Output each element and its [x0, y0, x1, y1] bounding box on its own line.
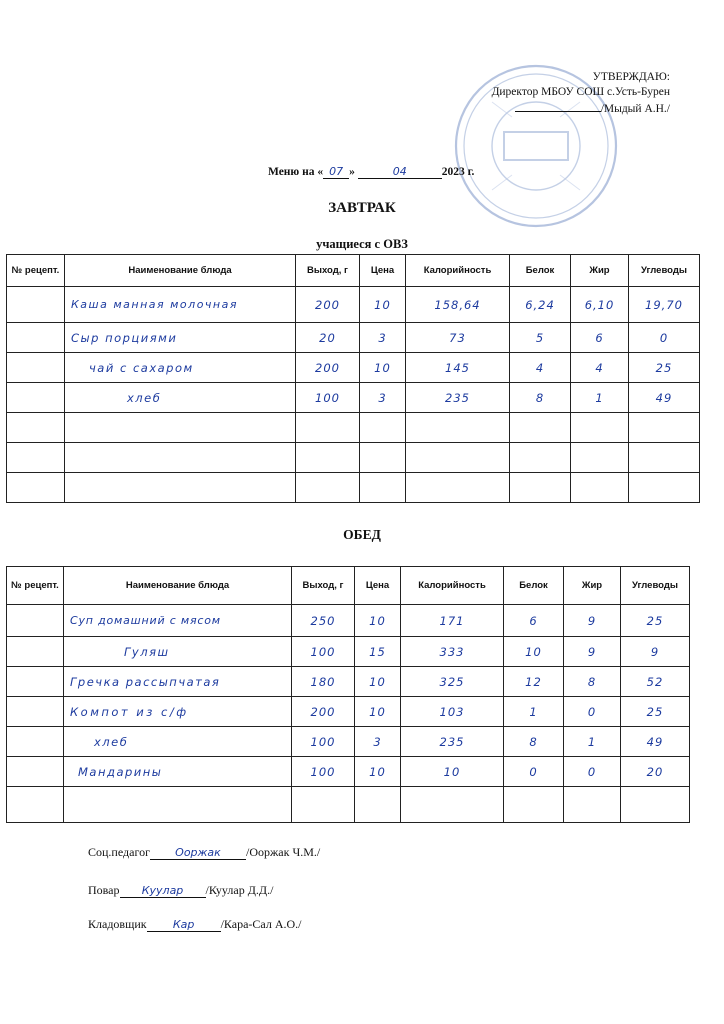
- carbs-cell: 25: [629, 353, 700, 383]
- signature-role: Повар: [88, 883, 120, 897]
- protein-cell: 4: [510, 353, 571, 383]
- table-row: [7, 605, 690, 637]
- dish-cell: [64, 787, 292, 823]
- price-cell: 3: [360, 323, 406, 353]
- lunch-header-row: [7, 567, 690, 605]
- fat-cell: [564, 787, 621, 823]
- dish-cell: [65, 413, 296, 443]
- protein-cell: 0: [504, 757, 564, 787]
- carbs-cell: 49: [629, 383, 700, 413]
- fat-cell: 6,10: [571, 287, 629, 323]
- carbs-cell: 49: [621, 727, 690, 757]
- recipe-cell: [7, 443, 65, 473]
- output-cell: [296, 413, 360, 443]
- approval-block: [440, 70, 670, 117]
- header-dish: Наименование блюда: [65, 255, 296, 287]
- approval-name: /Мыдый А.Н./: [600, 103, 670, 115]
- protein-cell: 10: [504, 637, 564, 667]
- recipe-cell: [7, 787, 64, 823]
- price-cell: [360, 443, 406, 473]
- calories-cell: 158,64: [406, 287, 510, 323]
- dish-cell: Компот из с/ф: [64, 697, 292, 727]
- dish-cell: Гуляш: [64, 637, 292, 667]
- lunch-title: ОБЕД: [343, 527, 381, 542]
- fat-cell: 4: [571, 353, 629, 383]
- carbs-cell: 19,70: [629, 287, 700, 323]
- calories-cell: 325: [401, 667, 504, 697]
- output-cell: [292, 787, 355, 823]
- menu-date-month: 04: [358, 166, 442, 179]
- fat-cell: [571, 473, 629, 503]
- price-cell: [360, 413, 406, 443]
- header-recipe: № рецепт.: [7, 255, 65, 287]
- output-cell: 100: [292, 727, 355, 757]
- header-output: Выход, г: [296, 255, 360, 287]
- header-price: Цена: [360, 255, 406, 287]
- signature-social-pedagogue: [88, 845, 320, 860]
- dish-cell: Сыр порциями: [65, 323, 296, 353]
- dish-cell: Гречка рассыпчатая: [64, 667, 292, 697]
- dish-cell: хлеб: [64, 727, 292, 757]
- recipe-cell: [7, 383, 65, 413]
- fat-cell: 9: [564, 637, 621, 667]
- fat-cell: [571, 413, 629, 443]
- output-cell: 200: [296, 353, 360, 383]
- dish-cell: чай с сахаром: [65, 353, 296, 383]
- carbs-cell: [629, 443, 700, 473]
- price-cell: [355, 787, 401, 823]
- calories-cell: 10: [401, 757, 504, 787]
- calories-cell: 171: [401, 605, 504, 637]
- dish-cell: Мандарины: [64, 757, 292, 787]
- carbs-cell: 20: [621, 757, 690, 787]
- dish-cell: [65, 473, 296, 503]
- carbs-cell: [629, 473, 700, 503]
- header-carbs: Углеводы: [621, 567, 690, 605]
- carbs-cell: 52: [621, 667, 690, 697]
- price-cell: 10: [355, 667, 401, 697]
- output-cell: 250: [292, 605, 355, 637]
- carbs-cell: 25: [621, 697, 690, 727]
- protein-cell: [510, 413, 571, 443]
- price-cell: 10: [355, 757, 401, 787]
- table-row: [7, 413, 700, 443]
- protein-cell: 8: [504, 727, 564, 757]
- header-dish: Наименование блюда: [64, 567, 292, 605]
- signature-name: /Куулар Д.Д./: [205, 883, 274, 897]
- output-cell: [296, 473, 360, 503]
- table-row: [7, 757, 690, 787]
- table-row: [7, 287, 700, 323]
- breakfast-title: ЗАВТРАК: [328, 200, 396, 216]
- carbs-cell: [629, 413, 700, 443]
- carbs-cell: 25: [621, 605, 690, 637]
- fat-cell: 8: [564, 667, 621, 697]
- lunch-table: [6, 566, 690, 823]
- breakfast-header-row: [7, 255, 700, 287]
- output-cell: 180: [292, 667, 355, 697]
- calories-cell: [406, 413, 510, 443]
- table-row: [7, 667, 690, 697]
- header-fat: Жир: [571, 255, 629, 287]
- recipe-cell: [7, 697, 64, 727]
- handwritten-signature: Куулар: [120, 884, 206, 898]
- price-cell: 15: [355, 637, 401, 667]
- protein-cell: 8: [510, 383, 571, 413]
- signature-storekeeper: [88, 917, 302, 932]
- header-output: Выход, г: [292, 567, 355, 605]
- calories-cell: 103: [401, 697, 504, 727]
- price-cell: 10: [360, 353, 406, 383]
- recipe-cell: [7, 353, 65, 383]
- protein-cell: [504, 787, 564, 823]
- calories-cell: 235: [406, 383, 510, 413]
- price-cell: 10: [355, 697, 401, 727]
- output-cell: 100: [292, 757, 355, 787]
- menu-date-prefix: Меню на «: [268, 166, 324, 178]
- header-protein: Белок: [504, 567, 564, 605]
- calories-cell: 333: [401, 637, 504, 667]
- fat-cell: 0: [564, 697, 621, 727]
- calories-cell: 145: [406, 353, 510, 383]
- output-cell: 200: [296, 287, 360, 323]
- protein-cell: 6,24: [510, 287, 571, 323]
- price-cell: 3: [355, 727, 401, 757]
- breakfast-subtitle: учащиеся с ОВЗ: [316, 237, 408, 251]
- handwritten-signature: Ооржак: [150, 846, 246, 860]
- signature-name: /Кара-Сал А.О./: [220, 917, 302, 931]
- fat-cell: 0: [564, 757, 621, 787]
- header-calories: Калорийность: [406, 255, 510, 287]
- price-cell: 10: [355, 605, 401, 637]
- menu-date-line: [268, 166, 474, 179]
- approval-position: Директор МБОУ СОШ с.Усть-Бурен: [491, 86, 670, 98]
- calories-cell: [401, 787, 504, 823]
- fat-cell: 1: [564, 727, 621, 757]
- header-protein: Белок: [510, 255, 571, 287]
- recipe-cell: [7, 287, 65, 323]
- header-recipe: № рецепт.: [7, 567, 64, 605]
- price-cell: 3: [360, 383, 406, 413]
- header-price: Цена: [355, 567, 401, 605]
- fat-cell: [571, 443, 629, 473]
- calories-cell: [406, 473, 510, 503]
- dish-cell: [65, 443, 296, 473]
- table-row: [7, 787, 690, 823]
- signature-name: /Ооржак Ч.М./: [246, 845, 321, 859]
- menu-date-day: 07: [323, 166, 349, 179]
- output-cell: 20: [296, 323, 360, 353]
- recipe-cell: [7, 667, 64, 697]
- calories-cell: 235: [401, 727, 504, 757]
- calories-cell: [406, 443, 510, 473]
- price-cell: 10: [360, 287, 406, 323]
- table-row: [7, 473, 700, 503]
- fat-cell: 9: [564, 605, 621, 637]
- signature-role: Кладовщик: [88, 917, 147, 931]
- table-row: [7, 637, 690, 667]
- header-carbs: Углеводы: [629, 255, 700, 287]
- signature-role: Соц.педагог: [88, 845, 150, 859]
- table-row: [7, 443, 700, 473]
- output-cell: 100: [296, 383, 360, 413]
- handwritten-signature: Кар: [147, 918, 221, 932]
- recipe-cell: [7, 323, 65, 353]
- protein-cell: 6: [504, 605, 564, 637]
- protein-cell: 12: [504, 667, 564, 697]
- table-row: [7, 383, 700, 413]
- header-fat: Жир: [564, 567, 621, 605]
- carbs-cell: [621, 787, 690, 823]
- recipe-cell: [7, 637, 64, 667]
- carbs-cell: 9: [621, 637, 690, 667]
- fat-cell: 6: [571, 323, 629, 353]
- output-cell: [296, 443, 360, 473]
- menu-date-suffix: 2023 г.: [441, 166, 475, 178]
- protein-cell: 5: [510, 323, 571, 353]
- output-cell: 200: [292, 697, 355, 727]
- table-row: [7, 353, 700, 383]
- signature-cook: [88, 883, 273, 898]
- header-calories: Калорийность: [401, 567, 504, 605]
- recipe-cell: [7, 413, 65, 443]
- protein-cell: [510, 473, 571, 503]
- recipe-cell: [7, 605, 64, 637]
- protein-cell: 1: [504, 697, 564, 727]
- approval-signature-line: [515, 100, 601, 112]
- recipe-cell: [7, 473, 65, 503]
- recipe-cell: [7, 727, 64, 757]
- table-row: [7, 727, 690, 757]
- output-cell: 100: [292, 637, 355, 667]
- breakfast-table: [6, 254, 700, 503]
- dish-cell: Суп домашний с мясом: [64, 605, 292, 637]
- calories-cell: 73: [406, 323, 510, 353]
- menu-date-mid: »: [349, 166, 355, 178]
- dish-cell: Каша манная молочная: [65, 287, 296, 323]
- dish-cell: хлеб: [65, 383, 296, 413]
- carbs-cell: 0: [629, 323, 700, 353]
- fat-cell: 1: [571, 383, 629, 413]
- price-cell: [360, 473, 406, 503]
- table-row: [7, 697, 690, 727]
- approval-title: УТВЕРЖДАЮ:: [592, 71, 670, 83]
- table-row: [7, 323, 700, 353]
- recipe-cell: [7, 757, 64, 787]
- protein-cell: [510, 443, 571, 473]
